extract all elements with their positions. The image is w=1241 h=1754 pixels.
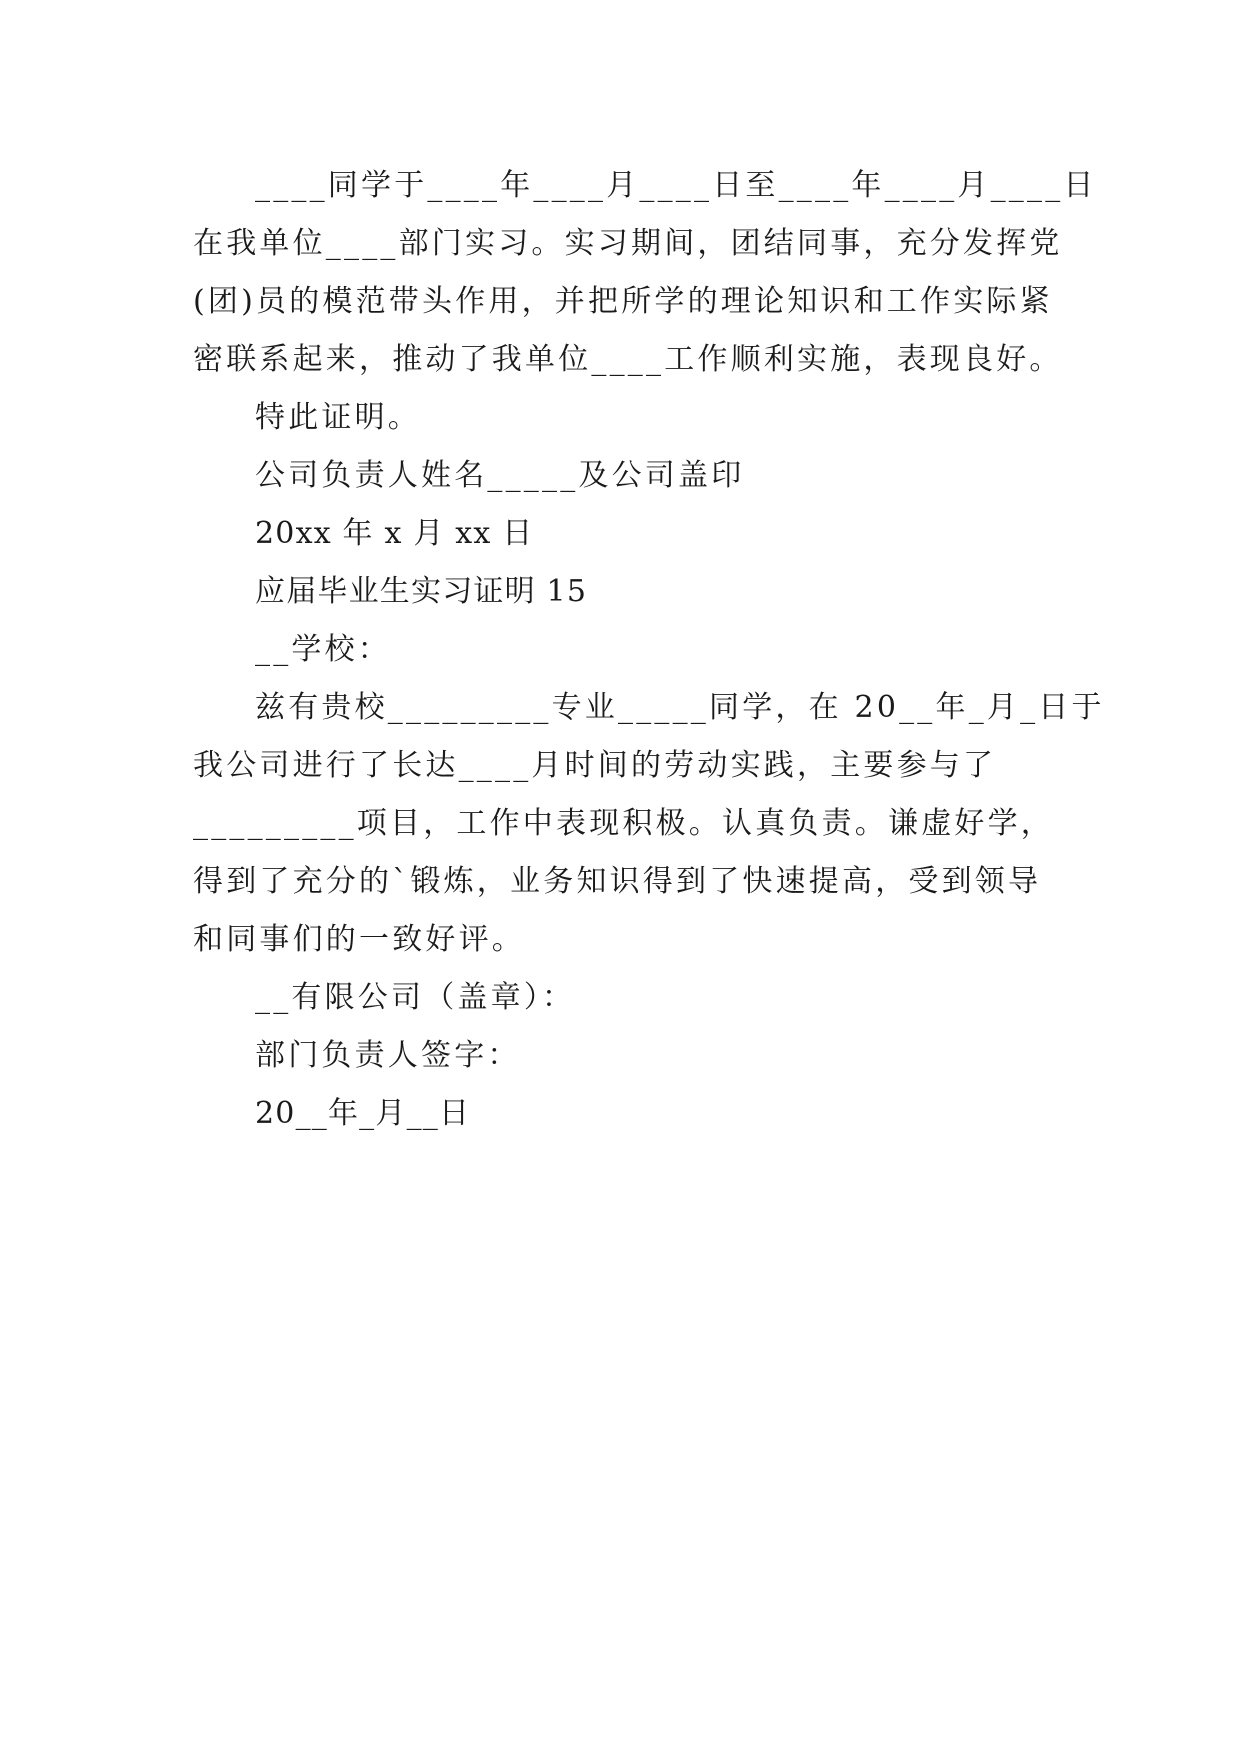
paragraph-2-line-3: _________项目，工作中表现积极。认真负责。谦虚好学， xyxy=(193,806,1054,841)
paragraph-2-line-5: 和同事们的一致好评。 xyxy=(193,922,525,957)
date-line: 20xx 年 x 月 xx 日 xyxy=(255,516,534,551)
paragraph-line-4: 密联系起来，推动了我单位____工作顺利实施，表现良好。 xyxy=(193,342,1063,377)
signature-line: 公司负责人姓名_____及公司盖印 xyxy=(255,458,745,493)
company-seal-line: __有限公司（盖章）： xyxy=(255,980,576,1015)
department-sign-line: 部门负责人签字： xyxy=(255,1038,521,1073)
certify-line: 特此证明。 xyxy=(255,400,421,435)
paragraph-2-line-1: 兹有贵校_________专业_____同学，在 20__年_月_日于 xyxy=(255,690,1105,725)
final-date-line: 20__年_月__日 xyxy=(255,1096,471,1131)
paragraph-2-line-4: 得到了充分的`锻炼，业务知识得到了快速提高，受到领导 xyxy=(193,864,1042,899)
section-title: 应届毕业生实习证明 15 xyxy=(255,574,588,609)
paragraph-line-2: 在我单位____部门实习。实习期间，团结同事，充分发挥党 xyxy=(193,226,1063,261)
paragraph-line-3: (团)员的模范带头作用，并把所学的理论知识和工作实际紧 xyxy=(193,284,1053,319)
salutation-line: __学校： xyxy=(255,632,391,667)
paragraph-2-line-2: 我公司进行了长达____月时间的劳动实践，主要参与了 xyxy=(193,748,997,783)
paragraph-line-1: ____同学于____年____月____日至____年____月____日 xyxy=(255,168,1097,203)
